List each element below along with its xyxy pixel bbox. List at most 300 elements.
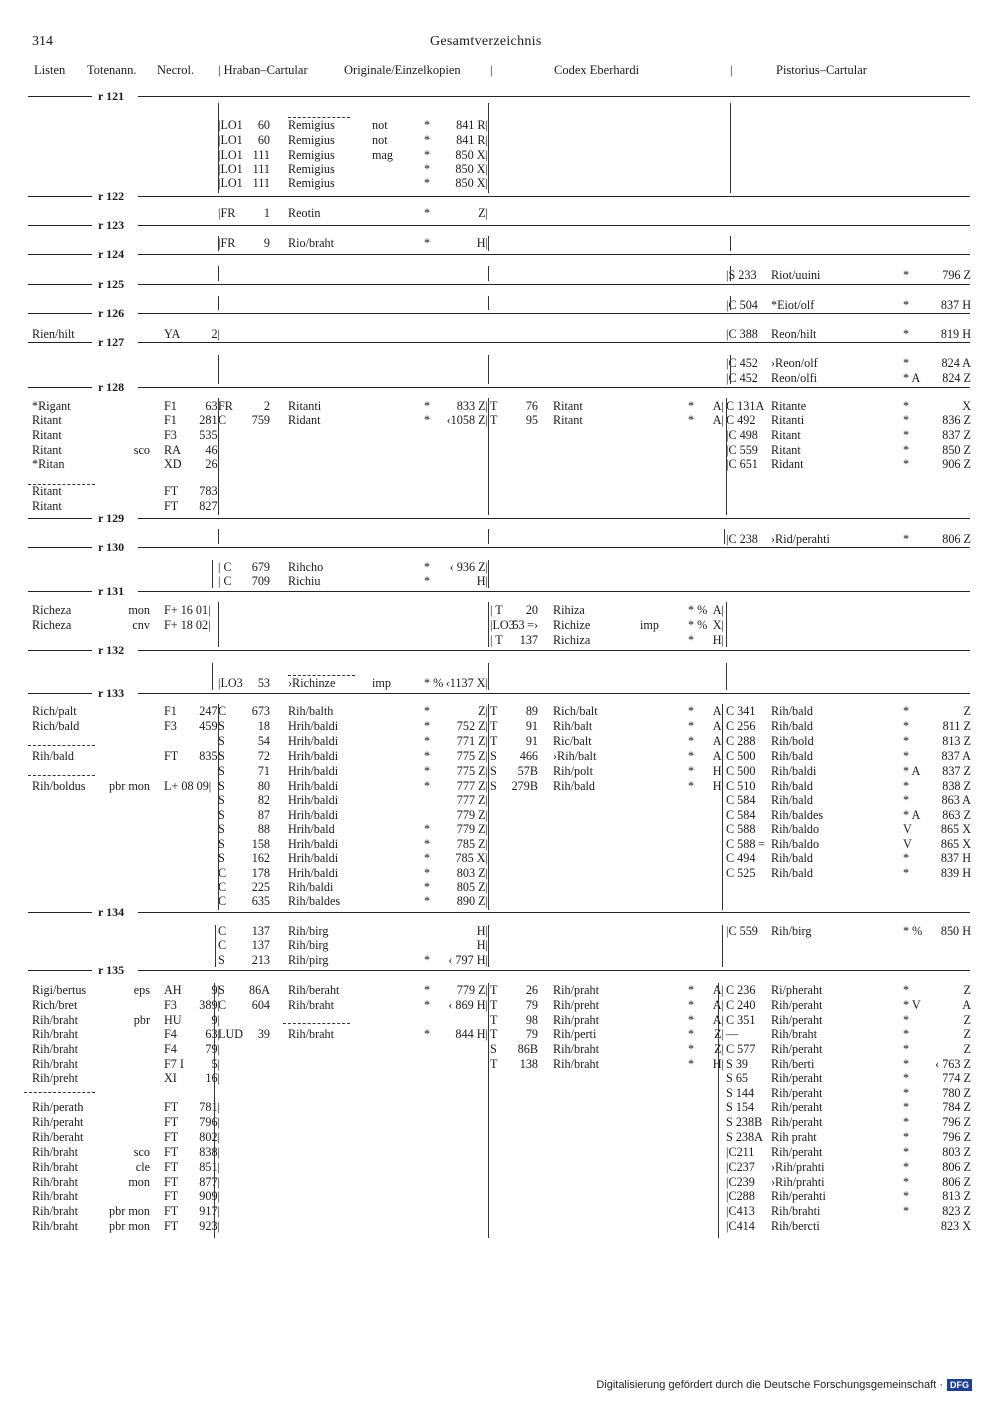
cell-h-name: Remigius bbox=[288, 133, 335, 147]
column-rule bbox=[488, 103, 489, 193]
cell-e-mark: * bbox=[688, 633, 695, 647]
cell-e-mark: * bbox=[688, 749, 695, 763]
section-label: r 121 bbox=[98, 89, 125, 103]
cell-l-name: *Ritan bbox=[32, 457, 65, 471]
cell-h-src: |FR bbox=[218, 236, 236, 250]
cell-p-name: Rih/bald bbox=[771, 866, 813, 880]
column-rule bbox=[218, 704, 219, 910]
cell-l-nr: 459| bbox=[199, 719, 220, 733]
cell-l-name: Rih/braht bbox=[32, 1160, 79, 1174]
section-label: r 135 bbox=[98, 963, 125, 977]
cell-p-name: Rih/peraht bbox=[771, 1013, 823, 1027]
cell-p-year: 813 Z bbox=[942, 1189, 971, 1203]
table-row bbox=[0, 1042, 1000, 1057]
cell-h-mark: * bbox=[424, 764, 431, 778]
column-rule bbox=[718, 983, 719, 1238]
cell-p-year: 838 Z bbox=[942, 779, 971, 793]
cell-p-mark: * bbox=[903, 356, 910, 370]
cell-p-name: Ritant bbox=[771, 428, 801, 442]
cell-p-name: Rih/perahti bbox=[771, 1189, 826, 1203]
section-label: r 130 bbox=[98, 540, 125, 554]
cell-h-mark: * bbox=[424, 118, 431, 132]
cell-p-src: C 236 bbox=[726, 983, 756, 997]
cell-h-src: S bbox=[218, 734, 225, 748]
cell-e-name: Rich/balt bbox=[553, 704, 598, 718]
cell-e-year: H| bbox=[712, 1057, 724, 1071]
cell-e-name: Rih/braht bbox=[553, 1057, 600, 1071]
cell-p-mark: * bbox=[903, 793, 910, 807]
cell-e-year: A| bbox=[712, 998, 724, 1012]
cell-h-nr: 673 bbox=[251, 704, 270, 718]
cell-h-extra: not bbox=[372, 133, 388, 147]
cell-p-name: Rih/peraht bbox=[771, 998, 823, 1012]
table-row bbox=[0, 924, 1000, 939]
cell-l-necr: F4 bbox=[164, 1042, 177, 1056]
cell-p-mark: * bbox=[903, 413, 910, 427]
cell-l-nr: 247| bbox=[199, 704, 220, 718]
cell-l-nr: 5| bbox=[211, 1057, 220, 1071]
column-rule bbox=[212, 560, 213, 588]
cell-h-mark: * bbox=[424, 236, 431, 250]
column-rule bbox=[726, 663, 727, 690]
cell-h-nr: 80 bbox=[257, 779, 270, 793]
cell-e-mark: * bbox=[688, 399, 695, 413]
cell-p-name: Ritante bbox=[771, 399, 807, 413]
cell-h-year: 844 H| bbox=[455, 1027, 488, 1041]
cell-h-nr: 39 bbox=[257, 1027, 270, 1041]
table-row bbox=[0, 356, 1000, 371]
table-row bbox=[0, 1071, 1000, 1086]
rule bbox=[28, 225, 92, 226]
cell-e-extra: imp bbox=[640, 618, 659, 632]
cell-e-src: |LO3 bbox=[490, 618, 515, 632]
cell-e-year: X| bbox=[712, 618, 724, 632]
table-row bbox=[0, 938, 1000, 953]
cell-p-name: Rih/baldi bbox=[771, 764, 817, 778]
section-label: r 127 bbox=[98, 335, 125, 349]
cell-p-name: Rih/baldo bbox=[771, 822, 820, 836]
cell-l-name: *Rigant bbox=[32, 399, 71, 413]
cell-e-src: T bbox=[490, 1027, 498, 1041]
cell-e-nr: 26 bbox=[525, 983, 538, 997]
cell-e-year: A| bbox=[712, 1013, 724, 1027]
cell-h-name: Hrih/baldi bbox=[288, 793, 339, 807]
cell-l-name: Rih/perath bbox=[32, 1100, 84, 1114]
cell-p-year: 837 H bbox=[940, 851, 971, 865]
cell-p-src: C 492 bbox=[726, 413, 756, 427]
cell-h-year: 775 Z| bbox=[456, 764, 488, 778]
cell-p-name: Rih/peraht bbox=[771, 1115, 823, 1129]
section-label: r 129 bbox=[98, 511, 125, 525]
cell-p-year: 806 Z bbox=[942, 532, 971, 546]
cell-e-name: Rih/balt bbox=[553, 719, 593, 733]
cell-h-mark: * bbox=[424, 749, 431, 763]
table-row bbox=[0, 428, 1000, 443]
cell-p-name: *Eiot/olf bbox=[771, 298, 815, 312]
cell-e-mark: * bbox=[688, 413, 695, 427]
table-row bbox=[0, 298, 1000, 313]
cell-h-mark: * bbox=[424, 413, 431, 427]
cell-p-mark: * bbox=[903, 1027, 910, 1041]
cell-h-year: ‹1137 X| bbox=[445, 676, 488, 690]
cell-p-src: C 510 bbox=[726, 779, 756, 793]
cell-e-year: H| bbox=[712, 764, 724, 778]
cell-h-name: Remigius bbox=[288, 162, 335, 176]
cell-e-year: A| bbox=[712, 749, 724, 763]
cell-e-src: T bbox=[490, 719, 498, 733]
cell-h-src: |LO1 bbox=[218, 118, 243, 132]
table-row bbox=[0, 560, 1000, 575]
dashed-separator bbox=[28, 775, 95, 777]
cell-l-name: Ritant bbox=[32, 413, 62, 427]
cell-h-nr: 162 bbox=[251, 851, 270, 865]
cell-h-name: Rih/braht bbox=[288, 998, 335, 1012]
section-label: r 132 bbox=[98, 643, 125, 657]
cell-e-mark: * bbox=[688, 1013, 695, 1027]
cell-h-name: Rih/balth bbox=[288, 704, 334, 718]
section-label: r 124 bbox=[98, 247, 125, 261]
column-rule bbox=[488, 398, 489, 515]
table-row bbox=[0, 327, 1000, 342]
cell-h-mark: * % bbox=[424, 676, 444, 690]
column-rule bbox=[218, 296, 219, 310]
cell-h-src: C bbox=[218, 938, 227, 952]
cell-p-src: C 288 bbox=[726, 734, 756, 748]
cell-e-nr: 86B bbox=[517, 1042, 538, 1056]
cell-h-nr: 213 bbox=[251, 953, 270, 967]
table-row bbox=[0, 268, 1000, 283]
cell-e-mark: * % bbox=[688, 603, 708, 617]
cell-e-src: T bbox=[490, 1013, 498, 1027]
cell-h-year: 841 R| bbox=[456, 118, 488, 132]
cell-h-nr: 53 bbox=[257, 676, 270, 690]
table-row bbox=[0, 618, 1000, 633]
cell-e-nr: 138 bbox=[519, 1057, 538, 1071]
cell-e-src: T bbox=[490, 1057, 498, 1071]
cell-h-name: Hrih/baldi bbox=[288, 851, 339, 865]
cell-h-name: Rih/braht bbox=[288, 1027, 335, 1041]
cell-h-year: 779 Z| bbox=[456, 822, 488, 836]
column-rule bbox=[218, 103, 219, 193]
cell-h-mark: * bbox=[424, 206, 431, 220]
cell-h-src: C bbox=[218, 704, 227, 718]
cell-h-src: |LO1 bbox=[218, 176, 243, 190]
cell-p-year: 850 H bbox=[940, 924, 971, 938]
dfg-logo: DFG bbox=[947, 1379, 972, 1391]
cell-h-mark: * bbox=[424, 719, 431, 733]
cell-p-src: C 577 bbox=[726, 1042, 756, 1056]
cell-h-mark: * bbox=[424, 399, 431, 413]
table-row bbox=[0, 1057, 1000, 1072]
cell-p-src: C 584 bbox=[726, 808, 756, 822]
cell-p-name: Rih/berti bbox=[771, 1057, 815, 1071]
cell-h-name: Rih/baldes bbox=[288, 894, 341, 908]
column-rule bbox=[218, 236, 219, 251]
cell-l-nr: 781| bbox=[199, 1100, 220, 1114]
cell-p-mark: * bbox=[903, 1042, 910, 1056]
cell-e-nr: 53 =› bbox=[512, 618, 538, 632]
column-rule bbox=[488, 355, 489, 384]
table-row bbox=[0, 953, 1000, 968]
table-row bbox=[0, 206, 1000, 221]
cell-e-src: T bbox=[490, 399, 498, 413]
cell-e-nr: 91 bbox=[525, 734, 538, 748]
cell-e-year: Z| bbox=[714, 1042, 724, 1056]
cell-l-nr: 909| bbox=[199, 1189, 220, 1203]
cell-h-mark: * bbox=[424, 560, 431, 574]
cell-p-mark: * bbox=[903, 1130, 910, 1144]
table-row bbox=[0, 1219, 1000, 1234]
cell-p-name: Rih/baldo bbox=[771, 837, 820, 851]
dashed-separator bbox=[283, 1023, 350, 1025]
cell-l-name: Rih/braht bbox=[32, 1189, 79, 1203]
table-row bbox=[0, 851, 1000, 866]
table-row bbox=[0, 1145, 1000, 1160]
cell-p-year: 824 Z bbox=[942, 371, 971, 385]
cell-p-src: S 144 bbox=[726, 1086, 755, 1100]
table-row bbox=[0, 793, 1000, 808]
cell-h-mark: * bbox=[424, 822, 431, 836]
cell-l-necr: FT bbox=[164, 1160, 179, 1174]
table-row bbox=[0, 1160, 1000, 1175]
cell-h-name: Ritanti bbox=[288, 399, 322, 413]
cell-p-year: Z bbox=[963, 1027, 971, 1041]
cell-h-mark: * bbox=[424, 866, 431, 880]
cell-h-nr: 60 bbox=[257, 133, 270, 147]
rule bbox=[28, 254, 92, 255]
cell-h-year: ‹ 936 Z| bbox=[449, 560, 488, 574]
cell-h-nr: 158 bbox=[251, 837, 270, 851]
cell-p-name: Rih/bold bbox=[771, 734, 814, 748]
cell-e-year: A| bbox=[712, 719, 724, 733]
cell-e-src: T bbox=[490, 983, 498, 997]
cell-l-nr: 9| bbox=[211, 983, 220, 997]
cell-h-year: 779 Z| bbox=[456, 983, 488, 997]
cell-h-mark: * bbox=[424, 880, 431, 894]
cell-l-name: Ritant bbox=[32, 484, 62, 498]
table-row bbox=[0, 764, 1000, 779]
column-rule bbox=[488, 983, 489, 1238]
rule bbox=[138, 591, 970, 592]
cell-p-mark: * V bbox=[903, 998, 921, 1012]
cell-h-year: 850 X| bbox=[455, 148, 488, 162]
cell-h-src: | C bbox=[218, 560, 232, 574]
cell-p-src: C 588 = bbox=[726, 837, 765, 851]
cell-h-mark: * bbox=[424, 148, 431, 162]
rule bbox=[28, 650, 92, 651]
column-rule bbox=[488, 602, 489, 647]
cell-l-abbr: mon bbox=[128, 603, 150, 617]
column-header-hraban-cartular: | Hraban–Cartular bbox=[218, 63, 308, 77]
column-rule bbox=[724, 529, 725, 544]
cell-p-mark: * bbox=[903, 704, 910, 718]
cell-p-src: C 584 bbox=[726, 793, 756, 807]
cell-h-src: |LO1 bbox=[218, 162, 243, 176]
cell-h-name: Hrih/baldi bbox=[288, 779, 339, 793]
cell-h-name: Rih/birg bbox=[288, 938, 329, 952]
cell-h-mark: * bbox=[424, 734, 431, 748]
cell-l-nr: 838| bbox=[199, 1145, 220, 1159]
cell-l-necr: YA bbox=[164, 327, 181, 341]
cell-p-year: 839 H bbox=[940, 866, 971, 880]
column-rule bbox=[730, 296, 731, 310]
cell-p-mark: * bbox=[903, 532, 910, 546]
table-row bbox=[0, 1100, 1000, 1115]
rule bbox=[28, 196, 92, 197]
table-row bbox=[0, 866, 1000, 881]
column-header-listen: Listen bbox=[34, 63, 66, 77]
rule bbox=[28, 313, 92, 314]
cell-p-name: Rih/bald bbox=[771, 749, 813, 763]
cell-h-year: 833 Z| bbox=[456, 399, 488, 413]
cell-h-name: Rih/beraht bbox=[288, 983, 340, 997]
cell-p-src: C 341 bbox=[726, 704, 756, 718]
column-header-totenann: Totenann. bbox=[87, 63, 137, 77]
cell-p-mark: * bbox=[903, 1189, 910, 1203]
cell-p-year: 823 Z bbox=[942, 1204, 971, 1218]
cell-p-name: Rih/bald bbox=[771, 851, 813, 865]
cell-l-name: Rih/bald bbox=[32, 749, 74, 763]
cell-h-mark: * bbox=[424, 953, 431, 967]
cell-p-year: X bbox=[962, 399, 971, 413]
cell-e-name: Rih/polt bbox=[553, 764, 593, 778]
cell-h-extra: imp bbox=[372, 676, 391, 690]
cell-h-mark: * bbox=[424, 851, 431, 865]
table-row bbox=[0, 894, 1000, 909]
table-row bbox=[0, 983, 1000, 998]
cell-l-necr: F1 bbox=[164, 399, 177, 413]
dashed-separator bbox=[28, 745, 95, 747]
cell-p-mark: * bbox=[903, 779, 910, 793]
rule bbox=[138, 96, 970, 97]
table-row bbox=[0, 822, 1000, 837]
cell-h-year: 841 R| bbox=[456, 133, 488, 147]
section-label: r 122 bbox=[98, 189, 125, 203]
cell-p-year: 863 A bbox=[941, 793, 971, 807]
cell-h-src: S bbox=[218, 793, 225, 807]
cell-e-nr: 89 bbox=[525, 704, 538, 718]
rule bbox=[138, 225, 970, 226]
cell-p-name: Rih/birg bbox=[771, 924, 812, 938]
cell-h-name: Hrih/baldi bbox=[288, 719, 339, 733]
cell-p-name: Rih praht bbox=[771, 1130, 817, 1144]
cell-p-name: Ritanti bbox=[771, 413, 805, 427]
cell-p-name: Rih/brahti bbox=[771, 1204, 821, 1218]
cell-h-nr: 225 bbox=[251, 880, 270, 894]
cell-p-name: Rih/bercti bbox=[771, 1219, 820, 1233]
cell-h-nr: 137 bbox=[251, 938, 270, 952]
cell-l-nr: 26| bbox=[205, 457, 220, 471]
cell-h-nr: 111 bbox=[252, 162, 270, 176]
column-rule bbox=[488, 663, 489, 690]
column-rule bbox=[212, 663, 213, 690]
cell-p-year: 796 Z bbox=[942, 1115, 971, 1129]
cell-h-year: 785 Z| bbox=[456, 837, 488, 851]
table-row bbox=[0, 148, 1000, 163]
table-row bbox=[0, 457, 1000, 472]
column-rule bbox=[730, 355, 731, 384]
table-row bbox=[0, 371, 1000, 386]
section-label: r 128 bbox=[98, 380, 125, 394]
cell-l-name: Ritant bbox=[32, 499, 62, 513]
cell-h-nr: 54 bbox=[257, 734, 270, 748]
cell-h-nr: 2 bbox=[263, 399, 270, 413]
cell-e-mark: * bbox=[688, 983, 695, 997]
cell-p-year: 906 Z bbox=[942, 457, 971, 471]
cell-e-nr: 466 bbox=[519, 749, 538, 763]
cell-l-necr: XI bbox=[164, 1071, 177, 1085]
cell-l-necr: F1 bbox=[164, 413, 177, 427]
cell-p-src: C 131A bbox=[726, 399, 765, 413]
cell-l-nr: 63| bbox=[205, 399, 220, 413]
cell-h-year: H| bbox=[476, 938, 488, 952]
table-row bbox=[0, 676, 1000, 691]
cell-p-mark: * bbox=[903, 1115, 910, 1129]
cell-l-abbr: cnv bbox=[132, 618, 150, 632]
cell-h-year: 890 Z| bbox=[456, 894, 488, 908]
column-rule bbox=[726, 602, 727, 647]
rule bbox=[28, 912, 92, 913]
cell-e-name: Ric/balt bbox=[553, 734, 592, 748]
cell-e-nr: 98 bbox=[525, 1013, 538, 1027]
cell-h-mark: * bbox=[424, 837, 431, 851]
table-row bbox=[0, 1013, 1000, 1028]
cell-p-src: C 588 bbox=[726, 822, 756, 836]
cell-p-mark: * bbox=[903, 866, 910, 880]
cell-l-nr: 877| bbox=[199, 1175, 220, 1189]
cell-e-year: A| bbox=[712, 603, 724, 617]
cell-h-src: LUD bbox=[218, 1027, 244, 1041]
cell-h-year: 775 Z| bbox=[456, 749, 488, 763]
cell-h-nr: 137 bbox=[251, 924, 270, 938]
cell-p-mark: * A bbox=[903, 371, 921, 385]
cell-h-src: S bbox=[218, 764, 225, 778]
cell-e-src: T bbox=[490, 413, 498, 427]
cell-l-nr: 827| bbox=[199, 499, 220, 513]
dashed-separator bbox=[28, 484, 95, 486]
cell-p-mark: * bbox=[903, 443, 910, 457]
table-row bbox=[0, 1175, 1000, 1190]
cell-p-src: |C211 bbox=[726, 1145, 755, 1159]
table-row bbox=[0, 574, 1000, 589]
cell-h-year: ‹1058 Z| bbox=[446, 413, 488, 427]
cell-h-name: Remigius bbox=[288, 148, 335, 162]
cell-l-necr: FT bbox=[164, 1175, 179, 1189]
table-row bbox=[0, 499, 1000, 514]
cell-h-year: 777 Z| bbox=[456, 793, 488, 807]
cell-p-mark: * bbox=[903, 1071, 910, 1085]
column-rule bbox=[488, 529, 489, 544]
cell-l-abbr: cle bbox=[135, 1160, 150, 1174]
cell-l-necr: F+ 18 02| bbox=[164, 618, 211, 632]
cell-e-name: Rih/praht bbox=[553, 1013, 600, 1027]
cell-h-year: ‹ 869 H| bbox=[448, 998, 488, 1012]
cell-l-nr: 535| bbox=[199, 428, 220, 442]
cell-e-src: | T bbox=[490, 603, 503, 617]
cell-l-name: Ritant bbox=[32, 443, 62, 457]
cell-p-mark: * bbox=[903, 851, 910, 865]
cell-e-year: A| bbox=[712, 983, 724, 997]
cell-l-nr: 46| bbox=[205, 443, 220, 457]
cell-l-necr: F4 bbox=[164, 1027, 177, 1041]
cell-h-mark: * bbox=[424, 998, 431, 1012]
cell-l-nr: 796| bbox=[199, 1115, 220, 1129]
cell-l-necr: FT bbox=[164, 1204, 179, 1218]
cell-h-name: Rihcho bbox=[288, 560, 324, 574]
cell-h-src: S bbox=[218, 749, 225, 763]
cell-e-year: A| bbox=[712, 413, 724, 427]
cell-p-name: Rih/peraht bbox=[771, 1086, 823, 1100]
